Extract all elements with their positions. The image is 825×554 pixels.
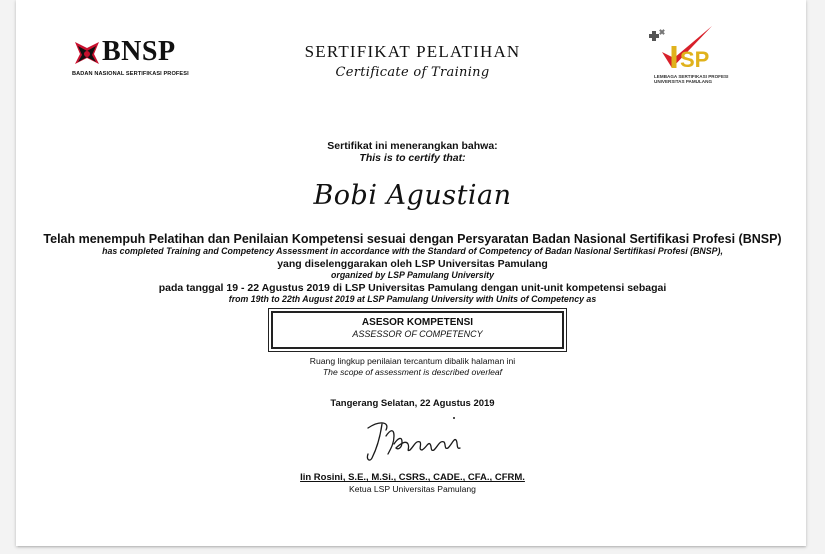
lsp-emblem-icon: [640, 22, 740, 74]
competency-box: [271, 311, 564, 349]
scope-note-en: The scope of assessment is described overleaf: [322, 367, 503, 377]
lsp-subtitle-line1: LEMBAGA SERTIFIKASI PROFESI: [654, 74, 729, 79]
organizer-statement-en: organized by LSP Pamulang University: [331, 270, 494, 280]
certificate-title: SERTIFIKAT PELATIHAN: [304, 42, 521, 61]
certify-statement-en: This is to certify that:: [359, 152, 466, 164]
competency-title-en: ASSESSOR OF COMPETENCY: [352, 329, 483, 339]
signature: [360, 410, 470, 464]
signer-title: Ketua LSP Universitas Pamulang: [349, 484, 476, 494]
date-statement-en: from 19th to 22th August 2019 at LSP Pamulang University with Units of Competency as: [228, 294, 597, 304]
scope-note: Ruang lingkup penilaian tercantum dibalik halaman ini: [309, 356, 516, 366]
certify-statement: Sertifikat ini menerangkan bahwa:: [327, 140, 498, 152]
bnsp-subtitle: BADAN NASIONAL SERTIFIKASI PROFESI: [72, 71, 189, 77]
completion-statement-en: has completed Training and Competency Assessment in accordance with the Standard of Competency of Badan Nasional Sertifikasi Profesi (BNSP),: [102, 246, 723, 256]
competency-title: ASESOR KOMPETENSI: [361, 317, 474, 328]
completion-statement: Telah menempuh Pelatihan dan Penilaian Kompetensi sesuai dengan Persyaratan Badan Nasional Sertifikasi Profesi (BNSP): [43, 232, 782, 246]
date-statement: pada tanggal 19 - 22 Agustus 2019 di LSP Universitas Pamulang dengan unit-unit kompetensi sebagai: [158, 282, 667, 294]
signer-name-text: Iin Rosini, S.E., M.Si., CSRS., CADE., CFA., CFRM.: [300, 472, 525, 483]
place-and-date: Tangerang Selatan, 22 Agustus 2019: [330, 398, 495, 409]
signer-name: [0, 472, 825, 483]
organizer-statement: yang diselenggarakan oleh LSP Universitas Pamulang: [277, 258, 548, 270]
lsp-subtitle-line2: UNIVERSITAS PAMULANG: [654, 79, 713, 84]
recipient-name: Bobi Agustian: [313, 180, 512, 211]
svg-text:SP: SP: [680, 47, 710, 72]
certificate-title-en: Certificate of Training: [335, 65, 490, 80]
lsp-logo: [640, 22, 740, 92]
bnsp-wordmark: BNSP: [102, 36, 176, 67]
